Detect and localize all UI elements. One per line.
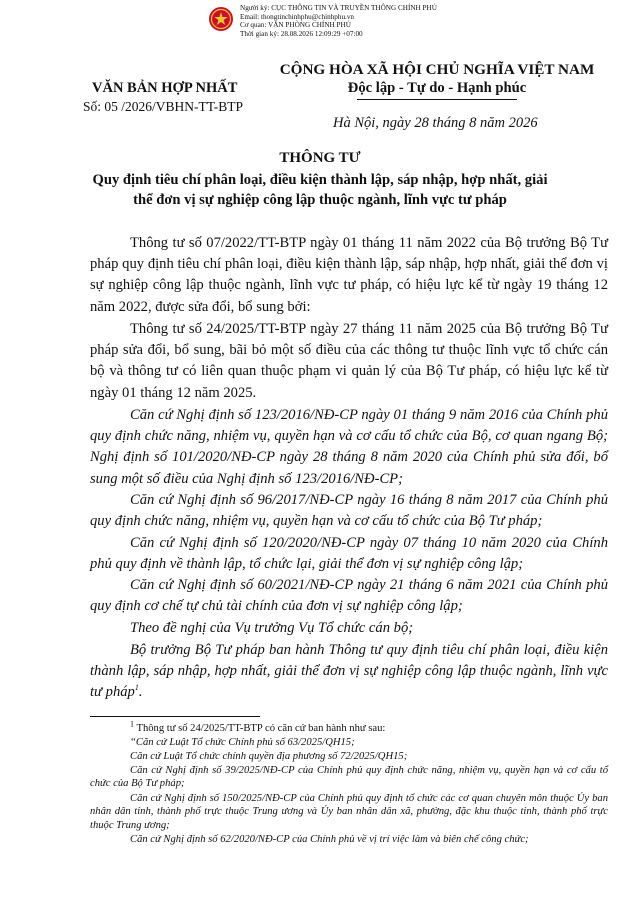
promulgation-text: Bộ trưởng Bộ Tư pháp ban hành Thông tư quy định tiêu chí phân loại, điều kiện thành lập, sáp nhập, hợp nhất, giải thể đơn vị sự nghiệp công lập thuộc ngành, lĩnh vực tư pháp	[90, 642, 608, 701]
subtitle-line-2: thể đơn vị sự nghiệp công lập thuộc ngành, lĩnh vực tư pháp	[133, 192, 507, 208]
document-number: Số: 05 /2026/VBHN-TT-BTP	[83, 99, 244, 114]
subtitle-line-1: Quy định tiêu chí phân loại, điều kiện thành lập, sáp nhập, hợp nhất, giải	[92, 172, 548, 188]
footnote-item: Căn cứ Nghị định số 62/2020/NĐ-CP của Chính phủ về vị trí việc làm và biên chế công chức;	[130, 834, 529, 845]
footnote-item: Căn cứ Nghị định số 150/2025/NĐ-CP của Chính phủ quy định tổ chức các cơ quan chuyên môn thuộc Ủy ban nhân dân tỉnh, thành phố trực thuộc Trung ương và Ủy ban nhân dân xã, phường, đặc khu thuộc tỉnh, thành phố trực thuộc Trung ương;	[90, 793, 608, 831]
signer-agency: Cơ quan: VĂN PHÒNG CHÍNH PHỦ	[240, 21, 351, 29]
footnote-separator	[90, 716, 260, 717]
nation-name: CỘNG HÒA XÃ HỘI CHỦ NGHĨA VIỆT NAM	[279, 61, 595, 78]
footnote-intro-text: Thông tư số 24/2025/TT-BTP có căn cứ ban hành như sau:	[136, 723, 386, 734]
signer-email: Email: thongtinchinhphu@chinhphu.vn	[240, 12, 355, 21]
legal-basis-1: Căn cứ Nghị định số 123/2016/NĐ-CP ngày 01 tháng 9 năm 2016 của Chính phủ quy định chức năng, nhiệm vụ, quyền hạn và cơ cấu tổ chức của Bộ, cơ quan ngang Bộ; Nghị định số 101/2020/NĐ-CP ngày 28 tháng 8 năm 2020 của Chính phủ sửa đổi, bổ sung một số điều của Nghị định số 123/2016/NĐ-CP;	[90, 407, 608, 487]
footnote-intro	[90, 719, 608, 735]
footnote-ref[interactable]: 1	[134, 683, 139, 693]
signer-line: Người ký: CỤC THÔNG TIN VÀ TRUYỀN THÔNG CHÍNH PHỦ	[240, 4, 437, 12]
legal-basis-2: Căn cứ Nghị định số 96/2017/NĐ-CP ngày 16 tháng 8 năm 2017 của Chính phủ quy định chức năng, nhiệm vụ, quyền hạn và cơ cấu tổ chức của Bộ Tư pháp;	[90, 492, 608, 530]
promulgation-tail: .	[138, 684, 143, 701]
footnote-item: “Căn cứ Luật Tổ chức Chính phủ số 63/2025/QH15;	[130, 737, 355, 748]
footnote-item: Căn cứ Nghị định số 39/2025/NĐ-CP của Chính phủ quy định chức năng, nhiệm vụ, quyền hạn và cơ cấu tổ chức của Bộ Tư pháp;	[90, 765, 608, 790]
footnote-number: 1	[130, 719, 134, 729]
amendment-paragraph: Thông tư số 24/2025/TT-BTP ngày 27 tháng 11 năm 2025 của Bộ trưởng Bộ Tư pháp sửa đổi, bổ sung, bãi bỏ một số điều của các thông tư thuộc lĩnh vực tổ chức cán bộ và thông tư có liên quan thuộc phạm vi quản lý của Bộ Tư pháp, có hiệu lực kể từ ngày 01 tháng 12 năm 2025.	[90, 321, 608, 401]
motto-underline	[357, 99, 517, 100]
proposal-line: Theo đề nghị của Vụ trưởng Vụ Tổ chức cán bộ;	[130, 620, 414, 636]
national-motto: Độc lập - Tự do - Hạnh phúc	[347, 80, 527, 96]
intro-paragraph: Thông tư số 07/2022/TT-BTP ngày 01 tháng 11 năm 2022 của Bộ trưởng Bộ Tư pháp quy định tiêu chí phân loại, điều kiện thành lập, sáp nhập, hợp nhất, giải thể đơn vị sự nghiệp công lập thuộc ngành, lĩnh vực tư pháp, có hiệu lực kể từ ngày 19 tháng 12 năm 2022, được sửa đổi, bổ sung bởi:	[90, 235, 608, 315]
document-kind: VĂN BẢN HỢP NHẤT	[92, 80, 238, 96]
legal-basis-4: Căn cứ Nghị định số 60/2021/NĐ-CP ngày 21 tháng 6 năm 2021 của Chính phủ quy định cơ chế tự chủ tài chính của đơn vị sự nghiệp công lập;	[90, 577, 608, 615]
legal-basis-3: Căn cứ Nghị định số 120/2020/NĐ-CP ngày 07 tháng 10 năm 2020 của Chính phủ quy định về thành lập, tổ chức lại, giải thể đơn vị sự nghiệp công lập;	[90, 535, 608, 573]
document-title: THÔNG TƯ	[279, 150, 361, 166]
footnote-item: Căn cứ Luật Tổ chức chính quyền địa phương số 72/2025/QH15;	[130, 751, 408, 762]
place-and-date: Hà Nội, ngày 28 tháng 8 năm 2026	[333, 115, 538, 131]
promulgation-paragraph	[90, 640, 608, 704]
signing-time: Thời gian ký: 28.08.2026 12:09:29 +07:00	[240, 29, 363, 38]
national-emblem-icon	[208, 6, 234, 32]
